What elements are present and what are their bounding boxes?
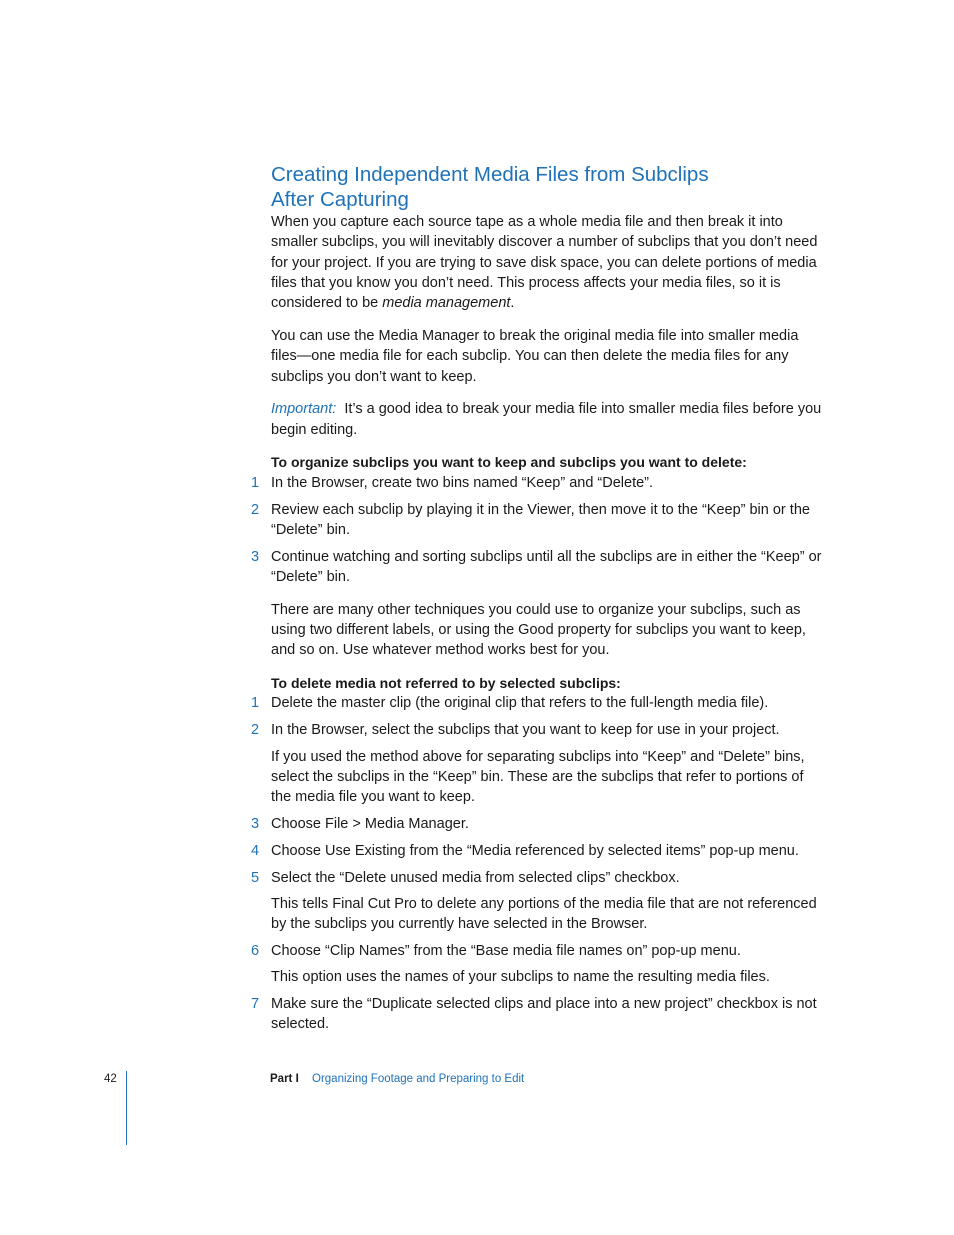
- step-text: Continue watching and sorting subclips until all the subclips are in either the “Keep” or “Delete” bin.: [271, 548, 822, 585]
- step-number: 5: [251, 869, 260, 886]
- step-number: 1: [251, 474, 260, 491]
- step-text: In the Browser, create two bins named “Keep” and “Delete”.: [271, 474, 654, 491]
- step-number: 4: [251, 842, 260, 859]
- step-text: Review each subclip by playing it in the Viewer, then move it to the “Keep” bin or the “Delete” bin.: [271, 501, 810, 538]
- task-steps-delete: [251, 693, 823, 1034]
- step-item: [251, 994, 823, 1035]
- step-note: This option uses the names of your subclips to name the resulting media files.: [271, 969, 770, 986]
- step-note: If you used the method above for separating subclips into “Keep” and “Delete” bins, select the subclips in the “Keep” bin. These are the subclips that refer to portions of the media file you want to keep.: [271, 748, 805, 806]
- important-label: Important:: [271, 401, 337, 418]
- step-number: 7: [251, 996, 260, 1012]
- footer-chapter-link[interactable]: Organizing Footage and Preparing to Edit: [312, 1073, 525, 1085]
- section-heading-line2: After Capturing: [271, 188, 409, 211]
- section-heading-line1: Creating Independent Media Files from Subclips: [271, 163, 709, 186]
- step-item: [251, 941, 823, 988]
- page-number: 42: [104, 1073, 117, 1085]
- step-text: Choose File > Media Manager.: [271, 815, 469, 832]
- footer-part-label: Part I: [270, 1073, 299, 1085]
- step-number: 3: [251, 815, 260, 832]
- organize-followup-paragraph: There are many other techniques you could use to organize your subclips, such as using two different labels, or using the Good property for subclips you want to keep, and so on. Use whatever method works best for you.: [271, 601, 806, 659]
- step-number: 1: [251, 695, 260, 712]
- step-item: [251, 868, 823, 935]
- important-note: [271, 399, 823, 440]
- step-note: This tells Final Cut Pro to delete any portions of the media file that are not referenced by the subclips you currently have selected in the Browser.: [271, 895, 817, 933]
- step-item: [251, 693, 823, 713]
- page-content: [251, 162, 823, 1035]
- step-text: Choose Use Existing from the “Media referenced by selected items” pop-up menu.: [271, 842, 799, 859]
- step-item: [251, 841, 823, 861]
- task-steps-organize: [251, 473, 823, 587]
- section-heading: [271, 162, 823, 212]
- task-heading-delete: To delete media not referred to by selected subclips:: [271, 675, 621, 692]
- step-item: [251, 547, 823, 588]
- step-number: 6: [251, 942, 260, 959]
- step-item: [251, 814, 823, 834]
- intro-p1-end: .: [510, 295, 515, 312]
- step-number: 2: [251, 722, 260, 739]
- step-number: 3: [251, 548, 260, 565]
- intro-paragraph-2: You can use the Media Manager to break the original media file into smaller media files—one media file for each subclip. You can then delete the media files for any subclips you don’t want to keep.: [271, 327, 799, 385]
- step-text: In the Browser, select the subclips that you want to keep for use in your project.: [271, 722, 780, 739]
- intro-paragraph-1: [271, 212, 823, 313]
- intro-p1-text: When you capture each source tape as a whole media file and then break it into smaller subclips, you will inevitably discover a number of subclips that you don’t need for your project. If you are trying to save disk space, you can delete portions of media files that you know you don’t need. This process affects your media files, so it is considered to be: [271, 214, 818, 312]
- task-heading-organize: To organize subclips you want to keep and subclips you want to delete:: [271, 454, 747, 471]
- important-text: It’s a good idea to break your media file into smaller media files before you begin editing.: [271, 401, 822, 438]
- footer-rule: [126, 1071, 127, 1145]
- step-text: Make sure the “Duplicate selected clips and place into a new project” checkbox is not selected.: [271, 996, 817, 1033]
- step-text: Select the “Delete unused media from selected clips” checkbox.: [271, 869, 680, 886]
- step-text: Choose “Clip Names” from the “Base media file names on” pop-up menu.: [271, 942, 741, 959]
- step-text: Delete the master clip (the original clip that refers to the full-length media file).: [271, 695, 769, 712]
- step-item: [251, 720, 823, 807]
- step-item: [251, 473, 823, 493]
- step-item: [251, 500, 823, 541]
- intro-p1-italic: media management: [382, 295, 511, 312]
- step-number: 2: [251, 501, 260, 518]
